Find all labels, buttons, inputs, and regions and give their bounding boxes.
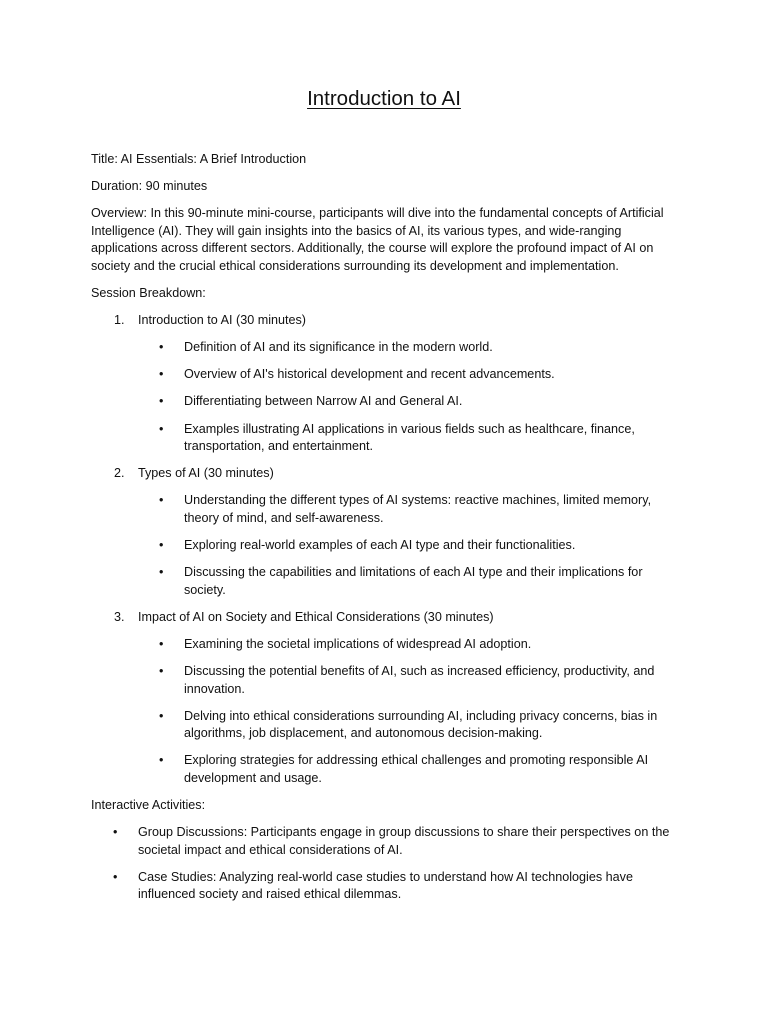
bullet-icon: •: [159, 708, 164, 723]
bullet-icon: •: [159, 340, 164, 355]
bullet-icon: •: [113, 825, 118, 840]
list-item: [91, 537, 677, 555]
session-number: 2.: [114, 466, 125, 481]
document-body: [91, 151, 677, 914]
session-number: 1.: [114, 313, 125, 328]
bullet-icon: •: [159, 493, 164, 508]
bullet-icon: •: [159, 753, 164, 768]
list-item-text: Discussing the capabilities and limitations of each AI type and their implications for society.: [184, 565, 643, 597]
list-item-text: Definition of AI and its significance in the modern world.: [184, 340, 493, 355]
duration-line: Duration: 90 minutes: [91, 179, 208, 194]
session-item: [91, 465, 677, 483]
list-item-text: Examining the societal implications of widespread AI adoption.: [184, 636, 532, 651]
bullet-icon: •: [159, 636, 164, 651]
session-bullet-list: [91, 492, 677, 599]
document-title: Introduction to AI: [307, 87, 461, 110]
course-title-line: Title: AI Essentials: A Brief Introduction: [91, 152, 307, 166]
bullet-icon: •: [113, 869, 118, 884]
list-item: [91, 708, 677, 743]
bullet-icon: •: [159, 367, 164, 382]
list-item-text: Overview of AI's historical development and recent advancements.: [184, 367, 555, 382]
list-item-text: Case Studies: Analyzing real-world case studies to understand how AI technologies have influenced society and raised ethical dilemmas.: [138, 869, 633, 902]
list-item-text: Group Discussions: Participants engage in group discussions to share their perspectives on the societal impact and ethical considerations of AI.: [138, 825, 670, 857]
session-item: [91, 312, 677, 330]
overview-paragraph: Overview: In this 90-minute mini-course, participants will dive into the fundamental concepts of Artificial Intelligence (AI). They will gain insights into the basics of AI, its various types, and wide-ranging applications across different sectors. Additionally, the course will explore the profound impact of AI on society and the crucial ethical considerations surrounding its development and implementation.: [91, 206, 664, 273]
list-item: [91, 339, 677, 357]
list-item-text: Exploring strategies for addressing ethical challenges and promoting responsible AI development and usage.: [184, 753, 649, 785]
bullet-icon: •: [159, 394, 164, 409]
list-item: [91, 636, 677, 654]
bullet-icon: •: [159, 538, 164, 552]
session-heading: Impact of AI on Society and Ethical Considerations (30 minutes): [138, 609, 494, 624]
bullet-icon: •: [159, 421, 164, 436]
activities-list: [91, 824, 677, 904]
list-item: [91, 869, 677, 904]
session-heading: Types of AI (30 minutes): [138, 466, 274, 481]
list-item-text: Differentiating between Narrow AI and General AI.: [184, 394, 463, 409]
session-number: 3.: [114, 609, 125, 624]
list-item: [91, 824, 677, 859]
session-breakdown-heading: Session Breakdown:: [91, 286, 206, 301]
list-item: [91, 564, 677, 599]
list-item-text: Examples illustrating AI applications in various fields such as healthcare, finance, transportation, and entertainment.: [184, 421, 635, 454]
session-item: [91, 609, 677, 627]
list-item: [91, 366, 677, 384]
session-heading: Introduction to AI (30 minutes): [138, 313, 307, 328]
list-item-text: Delving into ethical considerations surrounding AI, including privacy concerns, bias in algorithms, job displacement, and autonomous decision-making.: [184, 708, 658, 741]
list-item-text: Discussing the potential benefits of AI, such as increased efficiency, productivity, and innovation.: [184, 663, 655, 696]
list-item: [91, 752, 677, 787]
list-item: [91, 393, 677, 411]
bullet-icon: •: [159, 565, 164, 580]
list-item-text: Understanding the different types of AI systems: reactive machines, limited memory, theory of mind, and self-awareness.: [184, 493, 652, 525]
session-bullet-list: [91, 636, 677, 788]
list-item: [91, 663, 677, 698]
list-item-text: Exploring real-world examples of each AI type and their functionalities.: [184, 538, 576, 552]
interactive-activities-heading: Interactive Activities:: [91, 798, 206, 813]
bullet-icon: •: [159, 663, 164, 678]
session-bullet-list: [91, 339, 677, 455]
list-item: [91, 421, 677, 456]
list-item: [91, 492, 677, 527]
